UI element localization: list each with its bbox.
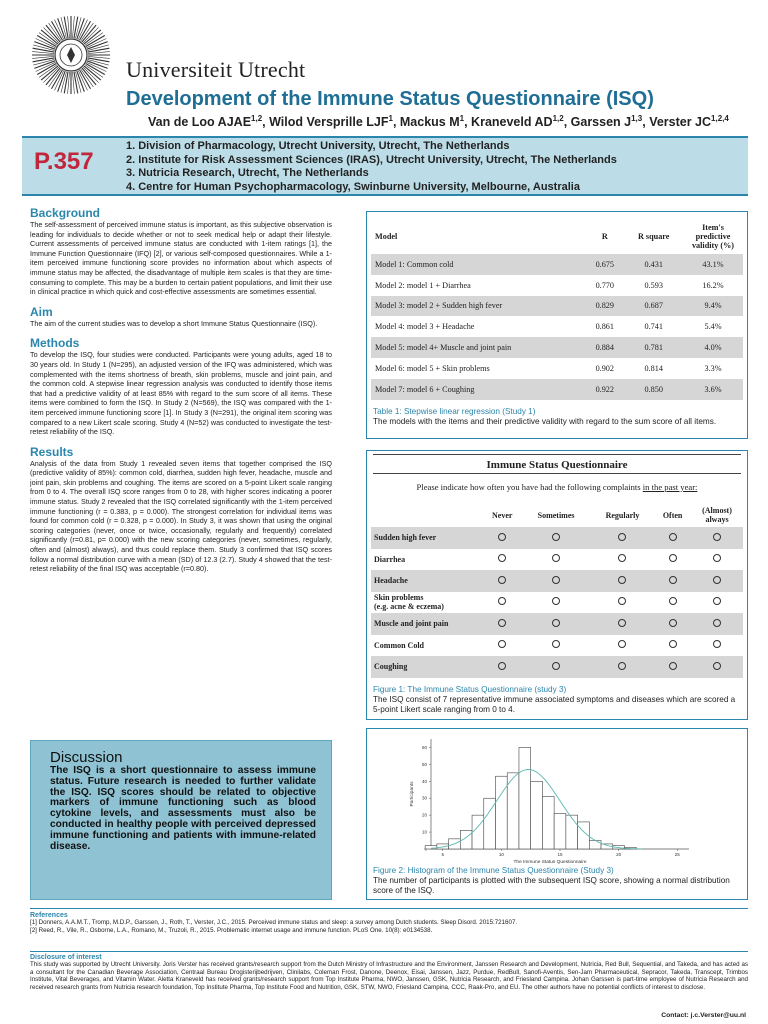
isq-item-label [371, 549, 483, 571]
radio-option[interactable] [618, 533, 626, 541]
table-cell: Model 1: Common cold [371, 254, 585, 275]
histogram-bar [542, 797, 554, 849]
table-row [371, 337, 743, 358]
poster-number: P.357 [34, 148, 94, 175]
isq-option-cell [591, 635, 654, 657]
y-tick-label: 60 [421, 744, 427, 750]
disclosure-text: This study was supported by Utrecht University. Joris Verster has received grants/research support from the Dutch Ministry of Infrastructure and the Environment, Janssen Research and Development, Nutricia, Red Bull, Sequential, and Takeda, and has acted as a consultant for the Canadian Beverage Association, Centraal Bureau Drogisterijbedrijven, Clinilabs, Coleman Frost, Danone, Deenox, Eisai, Janssen, Jazz, Purdue, RedBull, Sanofi-Aventis, Sen-Jam Pharmaceutical, Sepracor, Takeda, Transcept, Trimbos Institute, Vital Beverages, and Vitamin Water. Aletta Kraneveld has received grants/research support from Top Institute Pharma, NWO, Janssen, GSK, Nutricia Research, and Friesland Campina. Johan Garssen is part-time employee of Nutricia Research and received research grants from Nutricia research foundation, Top Institute Pharma, Top Institute Food and Nutrition, GSK, STW, NWO, Friesland Campina, CCC, Raak-Pro, and EU. The other authors have no potential conflicts of interest to disclose. [30, 961, 748, 991]
radio-option[interactable] [618, 554, 626, 562]
reference-2: [2] Reed, R., Vile, R., Osborne, L.A., Romano, M., Truzoli, R., 2015. Problematic internet usage and immune function. PLoS One. 10(8): e0134538. [30, 926, 433, 934]
references-heading: References [30, 912, 68, 919]
isq-option-cell [591, 549, 654, 571]
radio-option[interactable] [669, 576, 677, 584]
isq-option-cell [483, 570, 521, 592]
disclosure-divider [30, 951, 748, 952]
table-cell: 0.431 [624, 254, 683, 275]
x-tick-label: 20 [616, 852, 622, 857]
table-row [371, 296, 743, 317]
methods-text: To develop the ISQ, four studies were conducted. Participants were young adults, aged 18 to 30 years old. In Study 1 (N=295), an adjusted version of the IFQ was administered, which was complemented with the items shortness of breath, skin problems, muscle and joint pain, and the common cold. A stepwise linear regression analysis was conducted to identify those items that had a predictive validity of at least 85% with regard to the sum score of all items. These items were combined to form the ISQ. In Study 2 (N=569), the ISQ was compared with the 1-item perceived immune functioning score [1]. In Study 3 (N=291), the original item scoring was compared to a new Likert scale scoring. Study 4 (N=52) was conducted to investigate the test-retest reliability of the ISQ. [30, 350, 332, 437]
table-cell: 43.1% [683, 254, 743, 275]
isq-item-row [371, 570, 743, 592]
isq-item-label [371, 635, 483, 657]
x-tick-label: 25 [674, 852, 680, 857]
isq-option-cell [521, 613, 590, 635]
author-name: Van de Loo AJAE [148, 115, 252, 130]
y-tick-label: 30 [421, 795, 427, 801]
radio-option[interactable] [498, 619, 506, 627]
aim-text: The aim of the current studies was to develop a short Immune Status Questionnaire (ISQ). [30, 318, 318, 328]
results-text: Analysis of the data from Study 1 revealed seven items that together comprised the ISQ (predictive validity of 85%): common cold, diarrhea, sudden high fever, headache, muscle and joint pain, skin problems and coughing. The items are scored on a 5-point Likert scale ranging from 0 to 4. The overall ISQ score ranges from 0 to 28, with higher scores indicating a poorer immune status. Study 2 revealed that the ISQ correlated significantly with the 1-item perceived immune functioning (r = 0.383, p = 0.000). The strongest correlation for individual items was found for common cold (r = 0.328, p = 0.000). In Study 3, it was shown that using the original scoring categories (never, once or twice, occasionally, regularly and frequently) correlated significantly (r=0.81, p= 0.000) with the new scoring categories (never, sometimes, regularly, often and (almost) always), and thus could replace them. Study 3 confirmed that ISQ scores follow a normal distribution curve with a mean (SD) of 12.3 (2.7). Study 4 showed that the test-retest reliability of the final ISQ was acceptable (r=0.80). [30, 458, 332, 574]
isq-option-cell [654, 592, 691, 614]
table-cell: 0.675 [585, 254, 624, 275]
table-row [371, 254, 743, 275]
author-name: Verster JC [649, 115, 712, 130]
isq-instruction-underlined: in the past year: [642, 482, 698, 492]
isq-option-cell [691, 592, 743, 614]
isq-skin-note: (e.g. acne & eczema) [374, 602, 444, 612]
isq-item-label [371, 592, 483, 614]
isq-histogram [407, 733, 697, 865]
affiliation-2: 2. Institute for Risk Assessment Sciences (IRAS), Utrecht University, Utrecht, The Netherlands [126, 153, 617, 166]
author-affiliation-sup: 1 [459, 114, 465, 123]
isq-item-label [371, 613, 483, 635]
table-cell: 0.741 [644, 322, 663, 332]
x-axis-label: The Immune Status Questionnaire [513, 860, 587, 865]
isq-item-row [371, 635, 743, 657]
isq-instruction [367, 482, 747, 492]
isq-option-cell [483, 613, 521, 635]
affiliation-4: 4. Centre for Human Psychopharmacology, Swinburne University, Melbourne, Australia [126, 180, 580, 193]
regression-table [371, 218, 743, 400]
radio-option[interactable] [552, 640, 560, 648]
affiliation-3: 3. Nutricia Research, Utrecht, The Netherlands [126, 167, 369, 179]
histogram-bar [531, 781, 543, 849]
isq-item-label [371, 656, 483, 678]
table1-caption-title: Table 1: Stepwise linear regression (Study 1) [373, 407, 536, 416]
isq-option-cell [483, 635, 521, 657]
radio-option[interactable] [669, 619, 677, 627]
radio-option[interactable] [552, 554, 560, 562]
y-tick-label: 10 [421, 829, 427, 835]
table-cell: 3.3% [704, 363, 722, 373]
background-heading: Background [30, 206, 101, 220]
isq-col-sometimes: Sometimes [537, 510, 575, 520]
table-cell: 9.4% [683, 296, 743, 317]
table-cell: 0.902 [595, 363, 614, 373]
isq-option-cell [691, 549, 743, 571]
isq-item-label [371, 527, 483, 549]
y-tick-label: 20 [421, 812, 427, 818]
radio-option[interactable] [618, 597, 626, 605]
isq-option-cell [521, 592, 590, 614]
discussion-text: The ISQ is a short questionnaire to assess immune status. Future research is needed to further validate the ISQ. ISQ scores should be related to objective markers of immune functioning such as blood cytokine levels, and assessments must also be conducted in healthy people with perceived depressed immune functioning and patients with immune-related disease. [50, 765, 316, 852]
radio-option[interactable] [713, 597, 721, 605]
histogram-caption-body: The number of participants is plotted with the subsequent ISQ score, showing a normal distribution score of the ISQ. [373, 876, 730, 895]
histogram-bar [519, 747, 531, 849]
isq-item-text: Headache [374, 576, 408, 586]
author-name: Kraneveld AD [471, 115, 553, 130]
isq-option-cell [521, 570, 590, 592]
background-text: The self-assessment of perceived immune status is important, as this subjective observation is leading for individuals to decide whether or not to seek medical help or adapt their lifestyle. Current assessments of perceived immune status are conducted with 1-item ratings [1], the Immune Function Questionnaire (IFQ) [2], or various self-composed questionnaires. While a 1-item perceived immune functioning score provides no information about which aspects of immune status may be affected, the disadvantage of multiple item scales is that they are time-consuming to complete. This may be a burden to certain patient populations, and limit their use in clinical practice in which quick and cost-effective assessments are sometimes essential. [30, 220, 332, 297]
isq-panel [366, 450, 748, 720]
table-cell: 0.922 [585, 379, 624, 400]
reference-1: [1] Donners, A.A.M.T., Tromp, M.D.P., Garssen, J., Roth, T., Verster, J.C., 2015. Perceived immune status and sleep: a survey among Dutch students. Sleep Disord. 2015:721607. [30, 919, 518, 926]
contact-email: Contact: j.c.Verster@uu.nl [661, 1012, 746, 1019]
radio-option[interactable] [498, 554, 506, 562]
histogram-bar [472, 815, 484, 849]
affiliations [126, 140, 617, 194]
isq-option-cell [521, 635, 590, 657]
radio-option[interactable] [618, 576, 626, 584]
isq-col-regularly: Regularly [605, 510, 640, 520]
radio-option[interactable] [713, 554, 721, 562]
y-tick-label: 50 [421, 761, 427, 767]
radio-option[interactable] [498, 597, 506, 605]
isq-caption-title: Figure 1: The Immune Status Questionnaire (study 3) [373, 685, 567, 694]
author-name: Mackus M [399, 115, 460, 130]
table1-header-validity: Item's predictive validity (%) [691, 222, 735, 250]
table-cell: 0.861 [595, 322, 614, 332]
aim-heading: Aim [30, 304, 53, 319]
isq-option-cell [654, 549, 691, 571]
isq-option-cell [591, 570, 654, 592]
university-seal-logo [30, 14, 112, 96]
author-name: Wilod Versprille LJF [269, 115, 389, 130]
table1-header-rsquare: R square [637, 231, 670, 241]
isq-option-cell [654, 570, 691, 592]
table-cell: 0.770 [595, 280, 614, 290]
isq-option-cell [691, 613, 743, 635]
isq-instruction-prefix: Please indicate how often you have had the following complaints [416, 482, 643, 492]
radio-option[interactable] [669, 554, 677, 562]
isq-option-cell [483, 527, 521, 549]
table-cell: Model 3: model 2 + Sudden high fever [371, 296, 585, 317]
table-cell: 0.814 [644, 363, 663, 373]
isq-caption-body: The ISQ consist of 7 representative immune associated symptoms and diseases which are scored a 5-point Likert scale ranging from 0 to 4. [373, 695, 736, 714]
isq-item-row [371, 592, 743, 614]
table-cell: 0.884 [585, 337, 624, 358]
author-list: Van de Loo AJAE$^{1,2}$, Wilod Versprille LJF$^1$, Mackus $M^1$, Kraneveld AD$^{1,2}$, Garssen J$^{1,3}$, Verster JC$^{1,2,4}$ [148, 114, 729, 130]
isq-item-text: Common Cold [374, 640, 425, 650]
table-cell: 0.829 [585, 296, 624, 317]
x-tick-label: 5 [441, 852, 444, 857]
poster-title: Development of the Immune Status Questionnaire (ISQ) [126, 88, 654, 110]
histogram-bar [425, 846, 437, 849]
radio-option[interactable] [498, 533, 506, 541]
histogram-panel [366, 728, 748, 900]
radio-option[interactable] [713, 662, 721, 670]
table-cell: 5.4% [704, 322, 722, 332]
isq-option-cell [691, 635, 743, 657]
affiliation-1: 1. Division of Pharmacology, Utrecht University, Utrecht, The Netherlands [126, 140, 510, 152]
table-row [371, 379, 743, 400]
isq-option-cell [483, 656, 521, 678]
radio-option[interactable] [552, 576, 560, 584]
radio-option[interactable] [498, 662, 506, 670]
methods-heading: Methods [30, 336, 80, 351]
isq-item-text: Sudden high fever [374, 533, 437, 543]
isq-option-cell [591, 527, 654, 549]
radio-option[interactable] [713, 533, 721, 541]
isq-option-cell [691, 656, 743, 678]
table-cell: 0.850 [624, 379, 683, 400]
table-cell: 0.687 [624, 296, 683, 317]
disclosure-heading: Disclosure of interest [30, 954, 102, 961]
radio-option[interactable] [552, 662, 560, 670]
isq-option-cell [591, 656, 654, 678]
radio-option[interactable] [669, 533, 677, 541]
isq-option-cell [591, 592, 654, 614]
isq-option-cell [691, 527, 743, 549]
isq-option-cell [521, 549, 590, 571]
isq-item-row [371, 656, 743, 678]
radio-option[interactable] [498, 640, 506, 648]
table-cell: 0.593 [644, 280, 663, 290]
radio-option[interactable] [552, 619, 560, 627]
radio-option[interactable] [498, 576, 506, 584]
table-cell: 0.781 [624, 337, 683, 358]
left-column [30, 206, 332, 574]
author-affiliation-sup: 1,2,4 [711, 114, 729, 123]
radio-option[interactable] [552, 597, 560, 605]
isq-item-text: Coughing [374, 662, 408, 672]
isq-option-cell [521, 527, 590, 549]
table-cell: Model 4: model 3 + Headache [375, 322, 475, 332]
table1-header-r: R [601, 231, 608, 241]
isq-option-cell [654, 527, 691, 549]
isq-option-cell [654, 613, 691, 635]
radio-option[interactable] [618, 640, 626, 648]
discussion-heading: Discussion [50, 749, 123, 766]
x-tick-label: 15 [557, 852, 563, 857]
radio-option[interactable] [669, 662, 677, 670]
isq-col-never: Never [491, 510, 513, 520]
table1-panel [366, 211, 748, 439]
table1-caption-body: The models with the items and their predictive validity with regard to the sum score of all items. [373, 417, 717, 426]
author-affiliation-sup: 1,2 [552, 114, 564, 123]
radio-option[interactable] [618, 662, 626, 670]
isq-option-cell [521, 656, 590, 678]
isq-item-row [371, 613, 743, 635]
histogram-caption-title: Figure 2: Histogram of the Immune Status Questionnaire (Study 3) [373, 866, 614, 875]
university-name: Universiteit Utrecht [126, 57, 306, 82]
table-cell: Model 5: model 4+ Muscle and joint pain [371, 337, 585, 358]
isq-col-always: (Almost) always [702, 506, 732, 524]
table-cell: 16.2% [702, 280, 724, 290]
table-cell: 3.6% [683, 379, 743, 400]
disclosure-section [30, 954, 748, 991]
radio-option[interactable] [669, 640, 677, 648]
isq-option-cell [483, 592, 521, 614]
author-affiliation-sup: 1,2 [251, 114, 263, 123]
isq-option-cell [591, 613, 654, 635]
isq-item-label [371, 570, 483, 592]
table-row [371, 316, 743, 337]
table-row [371, 275, 743, 296]
table-cell: Model 6: model 5 + Skin problems [375, 363, 490, 373]
radio-option[interactable] [552, 533, 560, 541]
x-tick-label: 10 [498, 852, 504, 857]
isq-col-often: Often [662, 510, 683, 520]
isq-item-text: Muscle and joint pain [374, 619, 449, 629]
author-affiliation-sup: 1 [388, 114, 393, 123]
isq-title: Immune Status Questionnaire [486, 459, 628, 471]
results-heading: Results [30, 444, 74, 459]
y-tick-label: 40 [421, 778, 427, 784]
author-affiliation-sup: 1,3 [631, 114, 643, 123]
isq-questionnaire-table [371, 503, 743, 678]
isq-option-cell [654, 635, 691, 657]
table-cell: Model 7: model 6 + Coughing [371, 379, 585, 400]
isq-option-cell [654, 656, 691, 678]
table-cell: Model 2: model 1 + Diarrhea [375, 280, 471, 290]
references-section [30, 912, 748, 934]
author-name: Garssen J [570, 115, 632, 130]
radio-option[interactable] [713, 640, 721, 648]
references-divider [30, 908, 748, 909]
table1-header-model: Model [375, 231, 398, 241]
isq-item-row [371, 527, 743, 549]
table-cell: 4.0% [683, 337, 743, 358]
isq-option-cell [483, 549, 521, 571]
table-row [371, 358, 743, 379]
histogram-bar [554, 813, 566, 849]
histogram-bar [566, 815, 578, 849]
isq-option-cell [691, 570, 743, 592]
isq-item-text: Skin problems [374, 593, 424, 603]
radio-option[interactable] [618, 619, 626, 627]
y-axis-label: Participants [410, 781, 415, 807]
radio-option[interactable] [713, 576, 721, 584]
histogram-bar [589, 841, 601, 849]
radio-option[interactable] [669, 597, 677, 605]
radio-option[interactable] [713, 619, 721, 627]
isq-item-row [371, 549, 743, 571]
histogram-bar [507, 773, 519, 849]
isq-item-text: Diarrhea [374, 554, 406, 564]
